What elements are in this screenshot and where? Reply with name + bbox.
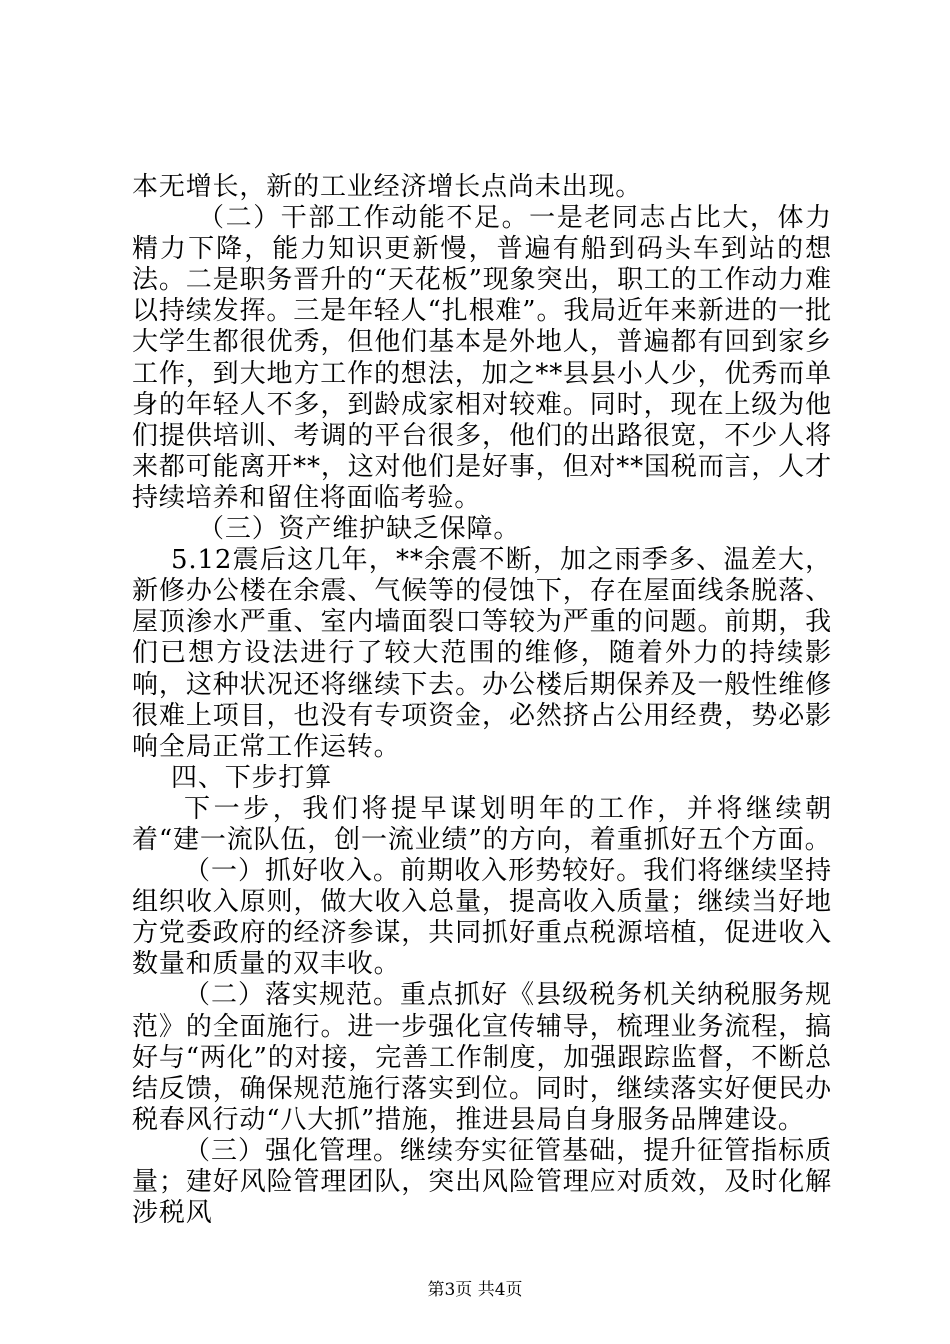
paragraph-continuation: 本无增长，新的工业经济增长点尚未出现。: [132, 172, 643, 202]
page-footer: 第3页 共4页: [427, 1280, 523, 1300]
paragraph-cadre-motivation: （二）干部工作动能不足。一是老同志占比大，体力精力下降，能力知识更新慢，普遍有船到码头车到站的想法。二是职务晋升的“天花板”现象突出，职工的工作动力难以持续发挥。三是年轻人“扎根难”。我局近年来新进的一批大学生都很优秀，但他们基本是外地人，普遍都有回到家乡工作，到大地方工作的想法，加之**县县小人少，优秀而单身的年轻人不多，到龄成家相对较难。同时，现在上级为他们提供培训、考调的平台很多，他们的出路很宽，不少人将来都可能离开**，这对他们是好事，但对**国税而言，人才持续培养和留住将面临考验。: [132, 203, 832, 513]
paragraph-management: （三）强化管理。继续夯实征管基础，提升征管指标质量；建好风险管理团队，突出风险管理应对质效，及时化解涉税风: [132, 1135, 832, 1229]
body-text: [132, 172, 832, 1229]
paragraph-revenue: （一）抓好收入。前期收入形势较好。我们将继续坚持组织收入原则，做大收入总量，提高收入质量；继续当好地方党委政府的经济参谋，共同抓好重点税源培植，促进收入数量和质量的双丰收。: [132, 856, 832, 980]
paragraph-asset-heading: （三）资产维护缺乏保障。: [198, 514, 521, 545]
paragraph-next-steps-intro: 下一步，我们将提早谋划明年的工作，并将继续朝着“建一流队伍，创一流业绩”的方向，着重抓好五个方面。: [132, 793, 832, 855]
paragraph-earthquake: 5.12震后这几年，**余震不断，加之雨季多、温差大，新修办公楼在余震、气候等的侵蚀下，存在屋面线条脱落、屋顶渗水严重、室内墙面裂口等较为严重的问题。前期，我们已想方设法进行了较大范围的维修，随着外力的持续影响，这种状况还将继续下去。办公楼后期保养及一般性维修很难上项目，也没有专项资金，必然挤占公用经费，势必影响全局正常工作运转。: [132, 545, 832, 762]
section-heading-next-steps: 四、下步打算: [171, 762, 333, 793]
paragraph-standards: （二）落实规范。重点抓好《县级税务机关纳税服务规范》的全面施行。进一步强化宣传辅导，梳理业务流程，搞好与“两化”的对接，完善工作制度，加强跟踪监督，不断总结反馈，确保规范施行落实到位。同时，继续落实好便民办税春风行动“八大抓”措施，推进县局自身服务品牌建设。: [132, 980, 832, 1135]
